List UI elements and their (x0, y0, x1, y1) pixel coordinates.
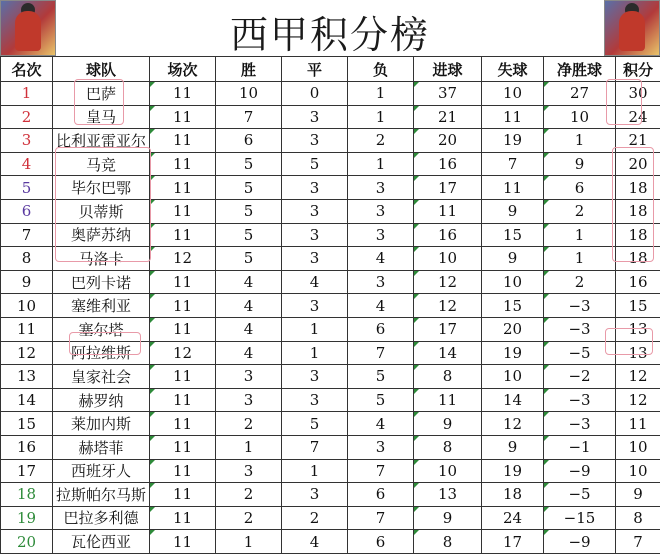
rank-cell: 10 (1, 294, 53, 318)
lost-cell: 2 (348, 129, 414, 153)
goals-for-cell: 12 (414, 270, 482, 294)
header-drawn: 平 (282, 57, 348, 82)
cell-corner-marker (414, 153, 419, 158)
drawn-cell: 5 (282, 412, 348, 436)
table-row (1, 129, 660, 153)
team-cell: 赫罗纳 (53, 388, 150, 412)
goals-against-cell: 9 (482, 435, 544, 459)
table-row (1, 388, 660, 412)
cell-corner-marker (544, 224, 549, 229)
won-cell: 4 (216, 317, 282, 341)
table-row (1, 317, 660, 341)
won-cell: 3 (216, 365, 282, 389)
cell-corner-marker (544, 530, 549, 535)
played-cell: 12 (150, 341, 216, 365)
header-goals-for: 进球 (414, 57, 482, 82)
team-cell: 赫塔菲 (53, 435, 150, 459)
standings-table (0, 56, 660, 554)
header-played: 场次 (150, 57, 216, 82)
goals-for-cell: 14 (414, 341, 482, 365)
points-cell: 18 (616, 247, 660, 271)
goals-against-cell: 9 (482, 199, 544, 223)
cell-corner-marker (150, 271, 155, 276)
cell-corner-marker (150, 483, 155, 488)
goals-for-cell: 16 (414, 223, 482, 247)
goals-against-cell: 11 (482, 105, 544, 129)
played-cell: 11 (150, 483, 216, 507)
goal-difference-cell: 6 (544, 176, 616, 200)
played-cell: 12 (150, 247, 216, 271)
played-cell: 11 (150, 435, 216, 459)
played-cell: 11 (150, 388, 216, 412)
cell-corner-marker (150, 82, 155, 87)
team-cell: 巴拉多利德 (53, 506, 150, 530)
cell-corner-marker (414, 483, 419, 488)
cell-corner-marker (544, 200, 549, 205)
lost-cell: 7 (348, 506, 414, 530)
goals-for-cell: 8 (414, 435, 482, 459)
points-cell: 12 (616, 388, 660, 412)
table-row (1, 506, 660, 530)
cell-corner-marker (150, 318, 155, 323)
goal-difference-cell: −3 (544, 294, 616, 318)
goals-for-cell: 17 (414, 317, 482, 341)
goals-for-cell: 20 (414, 129, 482, 153)
played-cell: 11 (150, 176, 216, 200)
header-row (1, 57, 660, 82)
played-cell: 11 (150, 459, 216, 483)
goal-difference-cell: 2 (544, 270, 616, 294)
goal-difference-cell: −5 (544, 341, 616, 365)
goals-for-cell: 10 (414, 459, 482, 483)
drawn-cell: 3 (282, 247, 348, 271)
goal-difference-cell: 10 (544, 105, 616, 129)
goal-difference-cell: 1 (544, 129, 616, 153)
played-cell: 11 (150, 152, 216, 176)
team-cell: 比利亚雷亚尔 (53, 129, 150, 153)
table-row (1, 82, 660, 106)
goals-for-cell: 11 (414, 388, 482, 412)
cell-corner-marker (150, 153, 155, 158)
title-bar (0, 0, 660, 56)
played-cell: 11 (150, 365, 216, 389)
goal-difference-cell: −5 (544, 483, 616, 507)
lost-cell: 3 (348, 223, 414, 247)
lost-cell: 4 (348, 247, 414, 271)
won-cell: 10 (216, 82, 282, 106)
drawn-cell: 1 (282, 341, 348, 365)
won-cell: 2 (216, 483, 282, 507)
won-cell: 6 (216, 129, 282, 153)
played-cell: 11 (150, 199, 216, 223)
played-cell: 11 (150, 82, 216, 106)
lost-cell: 5 (348, 365, 414, 389)
cell-corner-marker (414, 294, 419, 299)
rank-cell: 8 (1, 247, 53, 271)
team-cell: 贝蒂斯 (53, 199, 150, 223)
lost-cell: 1 (348, 152, 414, 176)
cell-corner-marker (150, 436, 155, 441)
table-row (1, 435, 660, 459)
cell-corner-marker (544, 365, 549, 370)
points-cell: 13 (616, 341, 660, 365)
goal-difference-cell: −1 (544, 435, 616, 459)
cell-corner-marker (414, 129, 419, 134)
cell-corner-marker (544, 436, 549, 441)
drawn-cell: 3 (282, 176, 348, 200)
goals-against-cell: 24 (482, 506, 544, 530)
lost-cell: 7 (348, 341, 414, 365)
cell-corner-marker (544, 412, 549, 417)
team-cell: 马洛卡 (53, 247, 150, 271)
points-cell: 8 (616, 506, 660, 530)
cell-corner-marker (414, 224, 419, 229)
goal-difference-cell: 27 (544, 82, 616, 106)
won-cell: 3 (216, 459, 282, 483)
goals-against-cell: 19 (482, 459, 544, 483)
team-cell: 莱加内斯 (53, 412, 150, 436)
goals-against-cell: 15 (482, 294, 544, 318)
header-goals-against: 失球 (482, 57, 544, 82)
goals-against-cell: 10 (482, 82, 544, 106)
table-row (1, 247, 660, 271)
cell-corner-marker (150, 247, 155, 252)
rank-cell: 19 (1, 506, 53, 530)
goals-against-cell: 9 (482, 247, 544, 271)
goals-against-cell: 14 (482, 388, 544, 412)
team-cell: 塞维利亚 (53, 294, 150, 318)
cell-corner-marker (150, 224, 155, 229)
cell-corner-marker (150, 176, 155, 181)
lost-cell: 6 (348, 530, 414, 554)
rank-cell: 5 (1, 176, 53, 200)
cell-corner-marker (544, 271, 549, 276)
points-cell: 9 (616, 483, 660, 507)
cell-corner-marker (150, 365, 155, 370)
player-photo-right (604, 0, 660, 56)
goals-for-cell: 16 (414, 152, 482, 176)
points-cell: 10 (616, 435, 660, 459)
table-row (1, 294, 660, 318)
rank-cell: 2 (1, 105, 53, 129)
goals-against-cell: 17 (482, 530, 544, 554)
lost-cell: 3 (348, 435, 414, 459)
table-row (1, 530, 660, 554)
goals-for-cell: 21 (414, 105, 482, 129)
cell-corner-marker (150, 530, 155, 535)
won-cell: 3 (216, 388, 282, 412)
team-cell: 塞尔塔 (53, 317, 150, 341)
team-cell: 奥萨苏纳 (53, 223, 150, 247)
cell-corner-marker (414, 530, 419, 535)
drawn-cell: 3 (282, 483, 348, 507)
table-row (1, 199, 660, 223)
lost-cell: 3 (348, 199, 414, 223)
won-cell: 1 (216, 435, 282, 459)
team-cell: 毕尔巴鄂 (53, 176, 150, 200)
team-cell: 阿拉维斯 (53, 341, 150, 365)
goal-difference-cell: 1 (544, 223, 616, 247)
goal-difference-cell: −15 (544, 506, 616, 530)
team-cell: 西班牙人 (53, 459, 150, 483)
rank-cell: 17 (1, 459, 53, 483)
rank-cell: 9 (1, 270, 53, 294)
table-row (1, 152, 660, 176)
goals-for-cell: 13 (414, 483, 482, 507)
cell-corner-marker (414, 271, 419, 276)
drawn-cell: 2 (282, 506, 348, 530)
cell-corner-marker (150, 129, 155, 134)
played-cell: 11 (150, 223, 216, 247)
table-row (1, 105, 660, 129)
rank-cell: 4 (1, 152, 53, 176)
cell-corner-marker (544, 153, 549, 158)
won-cell: 4 (216, 270, 282, 294)
drawn-cell: 1 (282, 459, 348, 483)
cell-corner-marker (414, 460, 419, 465)
goals-against-cell: 19 (482, 129, 544, 153)
lost-cell: 6 (348, 317, 414, 341)
header-team: 球队 (53, 57, 150, 82)
header-lost: 负 (348, 57, 414, 82)
drawn-cell: 0 (282, 82, 348, 106)
drawn-cell: 3 (282, 199, 348, 223)
goals-for-cell: 17 (414, 176, 482, 200)
won-cell: 5 (216, 247, 282, 271)
points-cell: 11 (616, 412, 660, 436)
cell-corner-marker (150, 389, 155, 394)
player-body (619, 11, 645, 51)
goals-against-cell: 15 (482, 223, 544, 247)
goals-for-cell: 12 (414, 294, 482, 318)
points-cell: 7 (616, 530, 660, 554)
goal-difference-cell: 2 (544, 199, 616, 223)
goal-difference-cell: −9 (544, 530, 616, 554)
cell-corner-marker (414, 342, 419, 347)
played-cell: 11 (150, 412, 216, 436)
goals-against-cell: 18 (482, 483, 544, 507)
won-cell: 5 (216, 223, 282, 247)
points-cell: 30 (616, 82, 660, 106)
rank-cell: 1 (1, 82, 53, 106)
cell-corner-marker (544, 389, 549, 394)
played-cell: 11 (150, 506, 216, 530)
drawn-cell: 1 (282, 317, 348, 341)
goals-for-cell: 9 (414, 412, 482, 436)
lost-cell: 1 (348, 82, 414, 106)
cell-corner-marker (544, 176, 549, 181)
cell-corner-marker (544, 294, 549, 299)
goals-against-cell: 10 (482, 365, 544, 389)
points-cell: 16 (616, 270, 660, 294)
points-cell: 15 (616, 294, 660, 318)
lost-cell: 1 (348, 105, 414, 129)
played-cell: 11 (150, 294, 216, 318)
cell-corner-marker (150, 507, 155, 512)
rank-cell: 3 (1, 129, 53, 153)
points-cell: 21 (616, 129, 660, 153)
goal-difference-cell: 1 (544, 247, 616, 271)
points-cell: 24 (616, 105, 660, 129)
table-row (1, 365, 660, 389)
goals-for-cell: 37 (414, 82, 482, 106)
cell-corner-marker (414, 412, 419, 417)
drawn-cell: 3 (282, 223, 348, 247)
goal-difference-cell: −3 (544, 388, 616, 412)
cell-corner-marker (150, 106, 155, 111)
drawn-cell: 3 (282, 365, 348, 389)
goals-against-cell: 20 (482, 317, 544, 341)
goals-for-cell: 10 (414, 247, 482, 271)
goals-for-cell: 8 (414, 530, 482, 554)
table-row (1, 412, 660, 436)
goals-against-cell: 7 (482, 152, 544, 176)
drawn-cell: 4 (282, 530, 348, 554)
lost-cell: 6 (348, 483, 414, 507)
cell-corner-marker (544, 507, 549, 512)
goal-difference-cell: −3 (544, 412, 616, 436)
cell-corner-marker (414, 318, 419, 323)
team-cell: 瓦伦西亚 (53, 530, 150, 554)
cell-corner-marker (414, 82, 419, 87)
won-cell: 1 (216, 530, 282, 554)
points-cell: 18 (616, 176, 660, 200)
goals-against-cell: 11 (482, 176, 544, 200)
cell-corner-marker (544, 247, 549, 252)
cell-corner-marker (414, 436, 419, 441)
points-cell: 13 (616, 317, 660, 341)
team-cell: 皇马 (53, 105, 150, 129)
cell-corner-marker (544, 82, 549, 87)
rank-cell: 14 (1, 388, 53, 412)
rank-cell: 16 (1, 435, 53, 459)
won-cell: 4 (216, 341, 282, 365)
drawn-cell: 7 (282, 435, 348, 459)
cell-corner-marker (414, 247, 419, 252)
won-cell: 4 (216, 294, 282, 318)
table-row (1, 176, 660, 200)
won-cell: 5 (216, 176, 282, 200)
header-rank: 名次 (1, 57, 53, 82)
cell-corner-marker (544, 460, 549, 465)
goal-difference-cell: 9 (544, 152, 616, 176)
points-cell: 18 (616, 199, 660, 223)
cell-corner-marker (414, 507, 419, 512)
rank-cell: 6 (1, 199, 53, 223)
goal-difference-cell: −2 (544, 365, 616, 389)
cell-corner-marker (150, 342, 155, 347)
lost-cell: 3 (348, 176, 414, 200)
lost-cell: 4 (348, 412, 414, 436)
cell-corner-marker (544, 106, 549, 111)
played-cell: 11 (150, 105, 216, 129)
cell-corner-marker (414, 176, 419, 181)
team-cell: 巴列卡诺 (53, 270, 150, 294)
goals-for-cell: 11 (414, 199, 482, 223)
rank-cell: 13 (1, 365, 53, 389)
won-cell: 2 (216, 506, 282, 530)
lost-cell: 4 (348, 294, 414, 318)
drawn-cell: 3 (282, 388, 348, 412)
page-title: 西甲积分榜 (0, 4, 660, 59)
drawn-cell: 5 (282, 152, 348, 176)
team-cell: 巴萨 (53, 82, 150, 106)
cell-corner-marker (150, 412, 155, 417)
goals-for-cell: 9 (414, 506, 482, 530)
goal-difference-cell: −3 (544, 317, 616, 341)
lost-cell: 3 (348, 270, 414, 294)
won-cell: 5 (216, 199, 282, 223)
points-cell: 12 (616, 365, 660, 389)
rank-cell: 20 (1, 530, 53, 554)
table-row (1, 270, 660, 294)
cell-corner-marker (544, 318, 549, 323)
rank-cell: 7 (1, 223, 53, 247)
cell-corner-marker (414, 365, 419, 370)
table-row (1, 459, 660, 483)
cell-corner-marker (414, 106, 419, 111)
table-row (1, 223, 660, 247)
lost-cell: 5 (348, 388, 414, 412)
goals-for-cell: 8 (414, 365, 482, 389)
rank-cell: 11 (1, 317, 53, 341)
header-points: 积分 (616, 57, 660, 82)
points-cell: 18 (616, 223, 660, 247)
cell-corner-marker (414, 389, 419, 394)
won-cell: 2 (216, 412, 282, 436)
team-cell: 马竞 (53, 152, 150, 176)
drawn-cell: 3 (282, 294, 348, 318)
team-cell: 拉斯帕尔马斯 (53, 483, 150, 507)
cell-corner-marker (544, 342, 549, 347)
cell-corner-marker (150, 294, 155, 299)
played-cell: 11 (150, 129, 216, 153)
lost-cell: 7 (348, 459, 414, 483)
drawn-cell: 3 (282, 105, 348, 129)
goals-against-cell: 19 (482, 341, 544, 365)
table-row (1, 341, 660, 365)
played-cell: 11 (150, 317, 216, 341)
played-cell: 11 (150, 270, 216, 294)
cell-corner-marker (414, 200, 419, 205)
table-row (1, 483, 660, 507)
drawn-cell: 3 (282, 129, 348, 153)
points-cell: 10 (616, 459, 660, 483)
goal-difference-cell: −9 (544, 459, 616, 483)
header-won: 胜 (216, 57, 282, 82)
goals-against-cell: 10 (482, 270, 544, 294)
won-cell: 5 (216, 152, 282, 176)
won-cell: 7 (216, 105, 282, 129)
drawn-cell: 4 (282, 270, 348, 294)
rank-cell: 18 (1, 483, 53, 507)
rank-cell: 15 (1, 412, 53, 436)
cell-corner-marker (150, 200, 155, 205)
cell-corner-marker (544, 129, 549, 134)
team-cell: 皇家社会 (53, 365, 150, 389)
header-goal-difference: 净胜球 (544, 57, 616, 82)
cell-corner-marker (544, 483, 549, 488)
cell-corner-marker (150, 460, 155, 465)
goals-against-cell: 12 (482, 412, 544, 436)
played-cell: 11 (150, 530, 216, 554)
rank-cell: 12 (1, 341, 53, 365)
points-cell: 20 (616, 152, 660, 176)
